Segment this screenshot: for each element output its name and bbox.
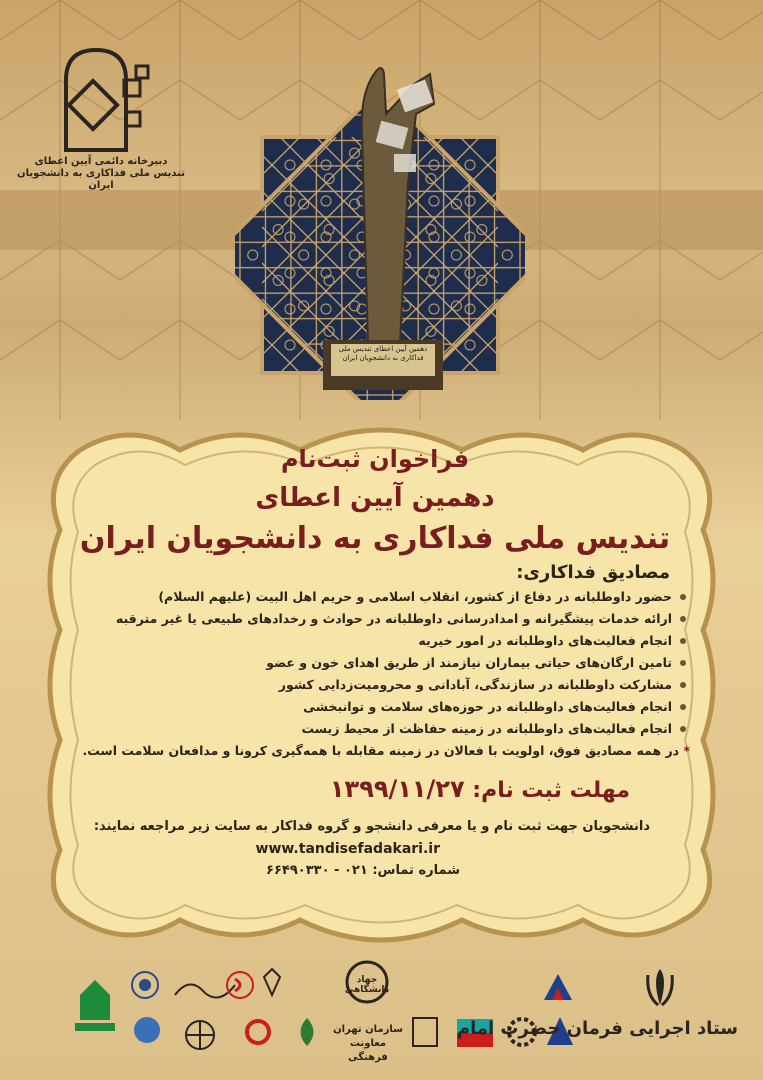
bullet-icon (680, 682, 686, 688)
list-item (60, 718, 672, 740)
list-item (60, 630, 672, 652)
green-leaf-logo-icon (290, 1015, 324, 1049)
tehran-label-2: معاونت فرهنگی (348, 1038, 388, 1063)
bullet-icon (680, 616, 686, 622)
list-item-text: انجام فعالیت‌های داوطلبانه در حوزه‌های سلامت و توانبخشی (303, 699, 672, 714)
blue-circle-logo-icon (132, 1015, 162, 1045)
organizer-logo (6, 40, 196, 191)
red-blue-logo-icon (540, 970, 576, 1006)
list-item-text: انجام فعالیت‌های داوطلبانه در زمینه حفاظت از محیط زیست (301, 721, 672, 736)
bullet-icon (680, 594, 686, 600)
list-item (60, 696, 672, 718)
list-item (60, 608, 672, 630)
asterisk: * (683, 743, 690, 758)
title-award: تندیس ملی فداکاری به دانشجویان ایران (79, 521, 671, 556)
deadline-label: مهلت ثبت نام: (472, 778, 630, 803)
plaque-line-1: دهمین آیین اعطای تندیس ملی (338, 345, 428, 353)
tehran-label (330, 1023, 406, 1065)
website-link[interactable]: www.tandisefadakari.ir (255, 841, 440, 857)
phone-number: ۰۲۱ - ۶۶۴۹۰۳۳۰ (266, 863, 368, 878)
logo-emblem-icon (6, 40, 196, 156)
ring-logo-icon (243, 1017, 273, 1047)
deadline-date: ۱۳۹۹/۱۱/۲۷ (329, 775, 465, 803)
bullet-icon (680, 638, 686, 644)
title-ceremony: دهمین آیین اعطای (255, 483, 495, 513)
iran-emblem-icon (640, 965, 680, 1009)
contact-phone (60, 860, 460, 882)
bottom-caption: ستاد اجرایی فرمان حضرت امام (456, 1018, 738, 1039)
bullet-icon (680, 726, 686, 732)
bullet-icon (680, 660, 686, 666)
emblem-icon (260, 967, 284, 997)
jahad-small-logo-icon (410, 1015, 440, 1049)
list-item-text: ارائه خدمات پیشگیرانه و امدادرسانی داوطلبانه در حوادث و رخدادهای طبیعی یا غیر مترقبه (115, 611, 672, 626)
list-item (60, 674, 672, 696)
phone-label: شماره تماس: (372, 863, 460, 878)
list-item (60, 586, 672, 608)
bullet-icon (680, 704, 686, 710)
red-crescent-icon (225, 970, 255, 1000)
plaque-text (330, 345, 436, 363)
section-heading: مصادیق فداکاری: (516, 562, 670, 583)
list-item-text: حضور داوطلبانه در دفاع از کشور، انقلاب اسلامی و حریم اهل البیت (علیهم السلام) (158, 589, 672, 604)
content-area (60, 440, 690, 882)
logo-line-1: دبیرخانه دائمی آیین اعطای (34, 156, 168, 167)
title-registration-call: فراخوان ثبت‌نام (280, 445, 470, 473)
priority-note (60, 740, 690, 762)
university-seal-icon (130, 970, 160, 1000)
jahad-label: جهاد دانشگاهی (344, 975, 390, 995)
registration-info: دانشجویان جهت ثبت نام و یا معرفی دانشجو و گروه فداکار به سایت زیر مراجعه نمایند: (93, 819, 650, 834)
green-tulip-logo-icon (70, 975, 120, 1035)
tehran-label-1: سازمان تهران (333, 1024, 403, 1035)
priority-note-text: در همه مصادیق فوق، اولویت با فعالان در زمینه مقابله با همه‌گیری کرونا و مدافعان سلامت است. (82, 743, 680, 758)
list-item-text: انجام فعالیت‌های داوطلبانه در امور خیریه (418, 633, 672, 648)
criteria-list (60, 586, 690, 740)
logo-line-2: تندیس ملی فداکاری به دانشجویان ایران (17, 168, 185, 191)
list-item (60, 652, 672, 674)
plaque-line-2: فداکاری به دانشجویان ایران (342, 354, 424, 362)
list-item-text: مشارکت داوطلبانه در سازندگی، آبادانی و محرومیت‌زدایی کشور (278, 677, 672, 692)
list-item-text: تامین ارگان‌های حیاتی بیماران نیازمند از طریق اهدای خون و عضو (266, 655, 672, 670)
ornament-logo-icon (180, 1015, 220, 1055)
deadline (60, 772, 630, 808)
